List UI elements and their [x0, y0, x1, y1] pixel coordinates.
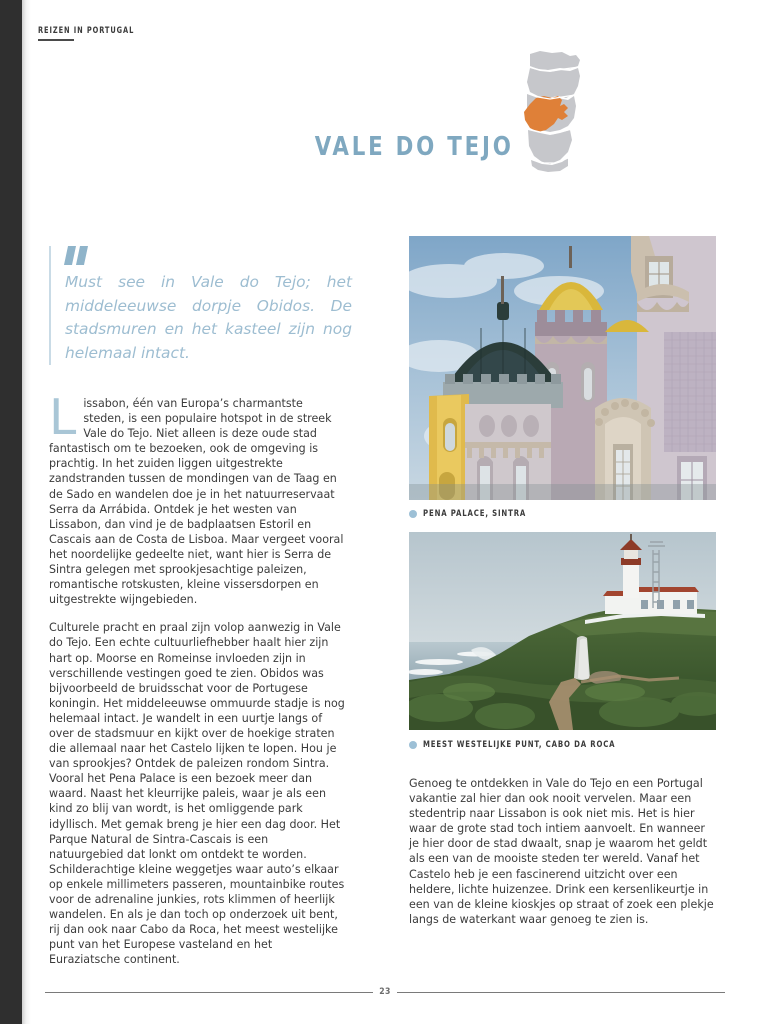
- page-number: 23: [379, 987, 391, 997]
- running-head: [38, 25, 147, 41]
- paragraph: Culturele pracht en praal zijn volop aanwezig in Vale do Tejo. Een echte cultuurliefhebber haalt hier zijn hart op. Moorse en Romeinse invloeden zijn in verschillende vestingen goed te zien. Obidos was bijvoorbeeld de bruidsschat voor de Portugese koningin. Het middeleeuwse ommuurde stadje is nog helemaal intact. Je wandelt in een uurtje langs of over de stadsmuur en kijkt over de hoekige straten die allemaal naar het Castelo lijken te lopen. Hou je van sprookjes? Ontdek de paleizen rondom Sintra. Vooral het Pena Palace is een bezoek meer dan waard. Naast het kleurrijke paleis, waar je als een kind zo blij van wordt, is het omliggende park idyllisch. Met gemak breng je hier een dag door. Het Parque Natural de Sintra-Cascais is een natuurgebied dat lonkt om ontdekt te worden. Schilderachtige kleine weggetjes waar auto’s elkaar op enkele millimeters passeren, mountainbike routes voor de adrenaline junkies, rots klimmen of heerlijk wandelen. En als je dan toch op onderzoek uit bent, rij dan ook naar Cabo da Roca, het meest westelijke punt van het Europese vasteland en het Euraziatsche continent.: [49, 621, 345, 967]
- running-head-rule: [38, 39, 74, 41]
- article-left-column: [49, 389, 346, 967]
- paragraph-text: issabon, één van Europa’s charmantste steden, is een populaire hotspot in de streek Vale do Tejo. Niet alleen is deze oude stad fantastisch om te bezoeken, ook de omgeving is prachtig. In het zuiden liggen uitgestrekte zandstranden tussen de mondingen van de Taag en de Sado en wandelen doe je in het natuurreservaat Serra da Arrábida. Ontdek je het westen van Lissabon, dan vind je de badplaatsen Estoril en Cascais aan de Costa de Lisboa. Maar vergeet vooral het noordelijke gedeelte niet, want hier is Serra de Sintra gelegen met sprookjesachtige paleizen, romantische rotskusten, kleine vissersdorpen en uitgestrekte wijngebieden.: [49, 397, 344, 607]
- caption-text: PENA PALACE, SINTRA: [423, 509, 527, 519]
- caption-bullet-icon: [409, 741, 417, 749]
- page-footer: [45, 987, 725, 997]
- article-right-column: [409, 776, 715, 927]
- caption-bullet-icon: [409, 510, 417, 518]
- quote-mark-icon: [65, 246, 93, 265]
- pena-palace-photo: [409, 236, 716, 500]
- paragraph: [49, 389, 346, 607]
- running-head-label: REIZEN IN PORTUGAL: [38, 25, 135, 35]
- pull-quote-text: Must see in Vale do Tejo; het middeleeuwse dorpje Obidos. De stadsmuren en het kasteel zijn nog helemaal intact.: [65, 273, 352, 362]
- caption-cabo-da-roca: [409, 740, 637, 750]
- cabo-da-roca-photo: [409, 532, 716, 730]
- portugal-map: [500, 46, 596, 174]
- caption-text: MEEST WESTELIJKE PUNT, CABO DA ROCA: [423, 740, 616, 750]
- pull-quote: [49, 246, 352, 365]
- page-binding-edge: [0, 0, 22, 1024]
- page-binding-shadow: [22, 0, 31, 1024]
- paragraph: Genoeg te ontdekken in Vale do Tejo en een Portugal vakantie zal hier dan ook nooit vervelen. Maar een stedentrip naar Lissabon is ook niet mis. Het is hier waar de grote stad toch intiem aanvoelt. En wanneer je hier door de stad dwaalt, snap je waarom het geldt als een van de mooiste steden ter wereld. Vanaf het Castelo heb je een fascinerend uitzicht over een heldere, lichte huizenzee. Drink een kersenlikeurtje in een van de kleine kioskjes op straat of zoek een plekje langs de waterkant waar genoeg te zien is.: [409, 777, 714, 926]
- page-title: VALE DO TEJO: [314, 132, 514, 162]
- caption-pena-palace: [409, 509, 538, 519]
- footer-rule-left: [45, 992, 373, 993]
- drop-cap: L: [49, 389, 77, 446]
- footer-rule-right: [397, 992, 725, 993]
